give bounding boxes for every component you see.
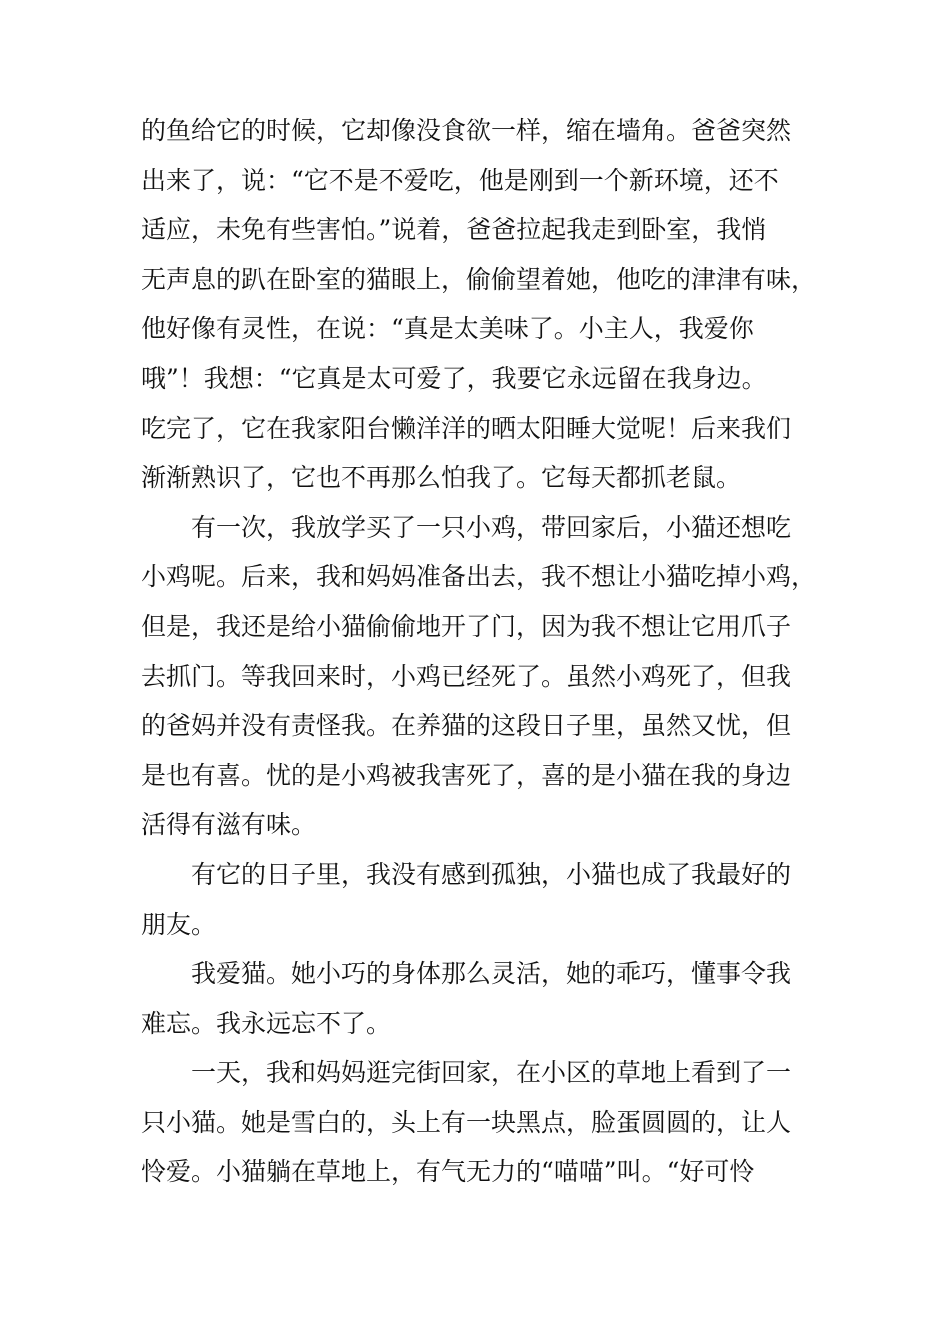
text-line: 无声息的趴在卧室的猫眼上，偷偷望着她，他吃的津津有味， — [141, 264, 817, 294]
text-line: 的爸妈并没有责怪我。在养猫的这段日子里，虽然又忧，但 — [141, 711, 792, 741]
text-line: 小鸡呢。后来，我和妈妈准备出去，我不想让小猫吃掉小鸡， — [141, 562, 817, 592]
text-line: 哦”！我想：“它真是太可爱了，我要它永远留在我身边。 — [141, 363, 767, 393]
text-line: 他好像有灵性，在说：“真是太美味了。小主人，我爱你 — [141, 314, 754, 344]
text-line: 出来了，说：“它不是不爱吃，他是刚到一个新环境，还不 — [141, 165, 779, 195]
text-line: 朋友。 — [141, 909, 217, 939]
article-body — [141, 106, 821, 1197]
text-line: 吃完了，它在我家阳台懒洋洋的晒太阳睡大觉呢！后来我们 — [141, 413, 792, 443]
text-line: 难忘。我永远忘不了。 — [141, 1008, 392, 1038]
paragraph-start-line: 有一次，我放学买了一只小鸡，带回家后，小猫还想吃 — [191, 512, 792, 542]
text-line: 的鱼给它的时候，它却像没食欲一样，缩在墙角。爸爸突然 — [141, 116, 792, 145]
text-line: 但是，我还是给小猫偷偷地开了门，因为我不想让它用爪子 — [141, 611, 792, 641]
text-line: 是也有喜。忧的是小鸡被我害死了，喜的是小猫在我的身边 — [141, 760, 792, 790]
text-line: 适应，未免有些害怕。”说着，爸爸拉起我走到卧室，我悄 — [141, 215, 767, 245]
text-line: 去抓门。等我回来时，小鸡已经死了。虽然小鸡死了，但我 — [141, 661, 792, 691]
paragraph-start-line: 我爱猫。她小巧的身体那么灵活，她的乖巧，懂事令我 — [191, 959, 792, 989]
paragraph-start-line: 有它的日子里，我没有感到孤独，小猫也成了我最好的 — [191, 859, 792, 889]
text-line: 活得有滋有味。 — [141, 810, 317, 840]
paragraph-start-line: 一天，我和妈妈逛完街回家，在小区的草地上看到了一 — [191, 1058, 792, 1088]
text-line: 渐渐熟识了，它也不再那么怕我了。它每天都抓老鼠。 — [141, 463, 742, 493]
text-line: 只小猫。她是雪白的，头上有一块黑点，脸蛋圆圆的，让人 — [141, 1107, 792, 1137]
text-line: 怜爱。小猫躺在草地上，有气无力的“喵喵”叫。“好可怜 — [141, 1157, 755, 1187]
